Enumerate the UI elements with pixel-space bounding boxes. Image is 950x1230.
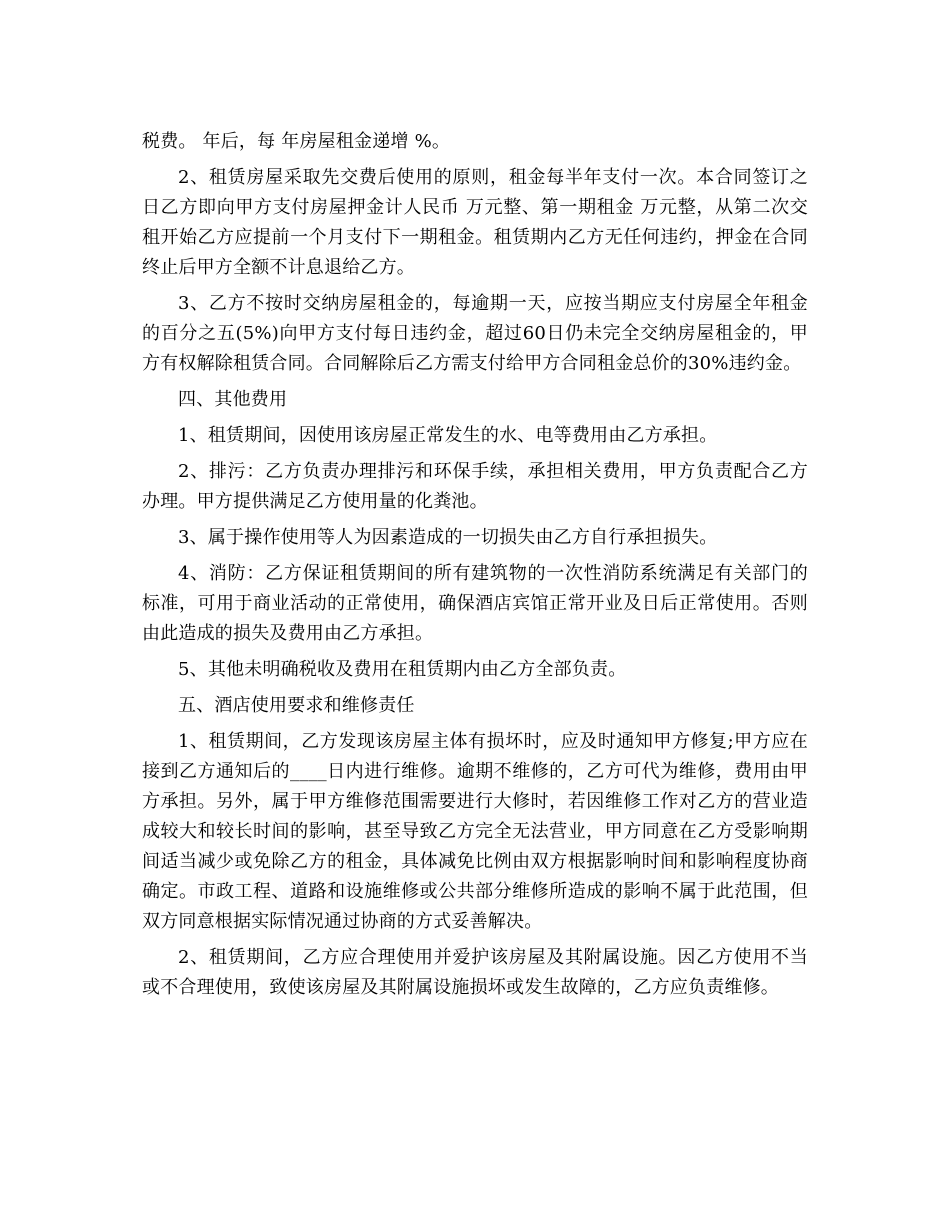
paragraph-payment-principle: 2、租赁房屋采取先交费后使用的原则，租金每半年支付一次。本合同签订之日乙方即向甲方支付房屋押金计人民币 万元整、第一期租金 万元整，从第二次交租开始乙方应提前一个月支付下一期租金。租赁期内乙方无任何违约，押金在合同终止后甲方全额不计息退给乙方。 — [142, 167, 808, 278]
paragraph-utilities: 1、租赁期间，因使用该房屋正常发生的水、电等费用由乙方承担。 — [178, 425, 718, 446]
section-heading-maintenance: 五、酒店使用要求和维修责任 — [178, 695, 415, 716]
paragraph-proper-use: 2、租赁期间，乙方应合理使用并爱护该房屋及其附属设施。因乙方使用不当或不合理使用，致使该房屋及其附属设施损坏或发生故障的，乙方应负责维修。 — [142, 947, 808, 998]
paragraph-tax-continuation: 税费。 年后，每 年房屋租金递增 %。 — [142, 131, 451, 152]
paragraph-structural-repair: 1、租赁期间，乙方发现该房屋主体有损坏时，应及时通知甲方修复;甲方应在接到乙方通知后的____日内进行维修。逾期不维修的，乙方可代为维修，费用由甲方承担。另外，属于甲方维修范围需要进行大修时，若因维修工作对乙方的营业造成较大和较长时间的影响，甚至导致乙方完全无法营业，甲方同意在乙方受影响期间适当减少或免除乙方的租金，具体减免比例由双方根据影响时间和影响程度协商确定。市政工程、道路和设施维修或公共部分维修所造成的影响不属于此范围，但双方同意根据实际情况通过协商的方式妥善解决。 — [142, 731, 808, 932]
paragraph-other-taxes: 5、其他未明确税收及费用在租赁期内由乙方全部负责。 — [178, 659, 627, 680]
document-body — [142, 127, 808, 1009]
paragraph-fire-safety: 4、消防：乙方保证租赁期间的所有建筑物的一次性消防系统满足有关部门的标准，可用于商业活动的正常使用，确保酒店宾馆正常开业及日后正常使用。否则由此造成的损失及费用由乙方承担。 — [142, 563, 808, 644]
section-heading-other-fees: 四、其他费用 — [178, 389, 288, 410]
paragraph-sewage: 2、排污：乙方负责办理排污和环保手续，承担相关费用，甲方负责配合乙方办理。甲方提供满足乙方使用量的化粪池。 — [142, 461, 808, 512]
paragraph-late-payment: 3、乙方不按时交纳房屋租金的，每逾期一天，应按当期应支付房屋全年租金的百分之五(5%)向甲方支付每日违约金，超过60日仍未完全交纳房屋租金的，甲方有权解除租赁合同。合同解除后乙方需支付给甲方合同租金总价的30%违约金。 — [142, 293, 808, 374]
paragraph-human-damage: 3、属于操作使用等人为因素造成的一切损失由乙方自行承担损失。 — [178, 527, 718, 548]
